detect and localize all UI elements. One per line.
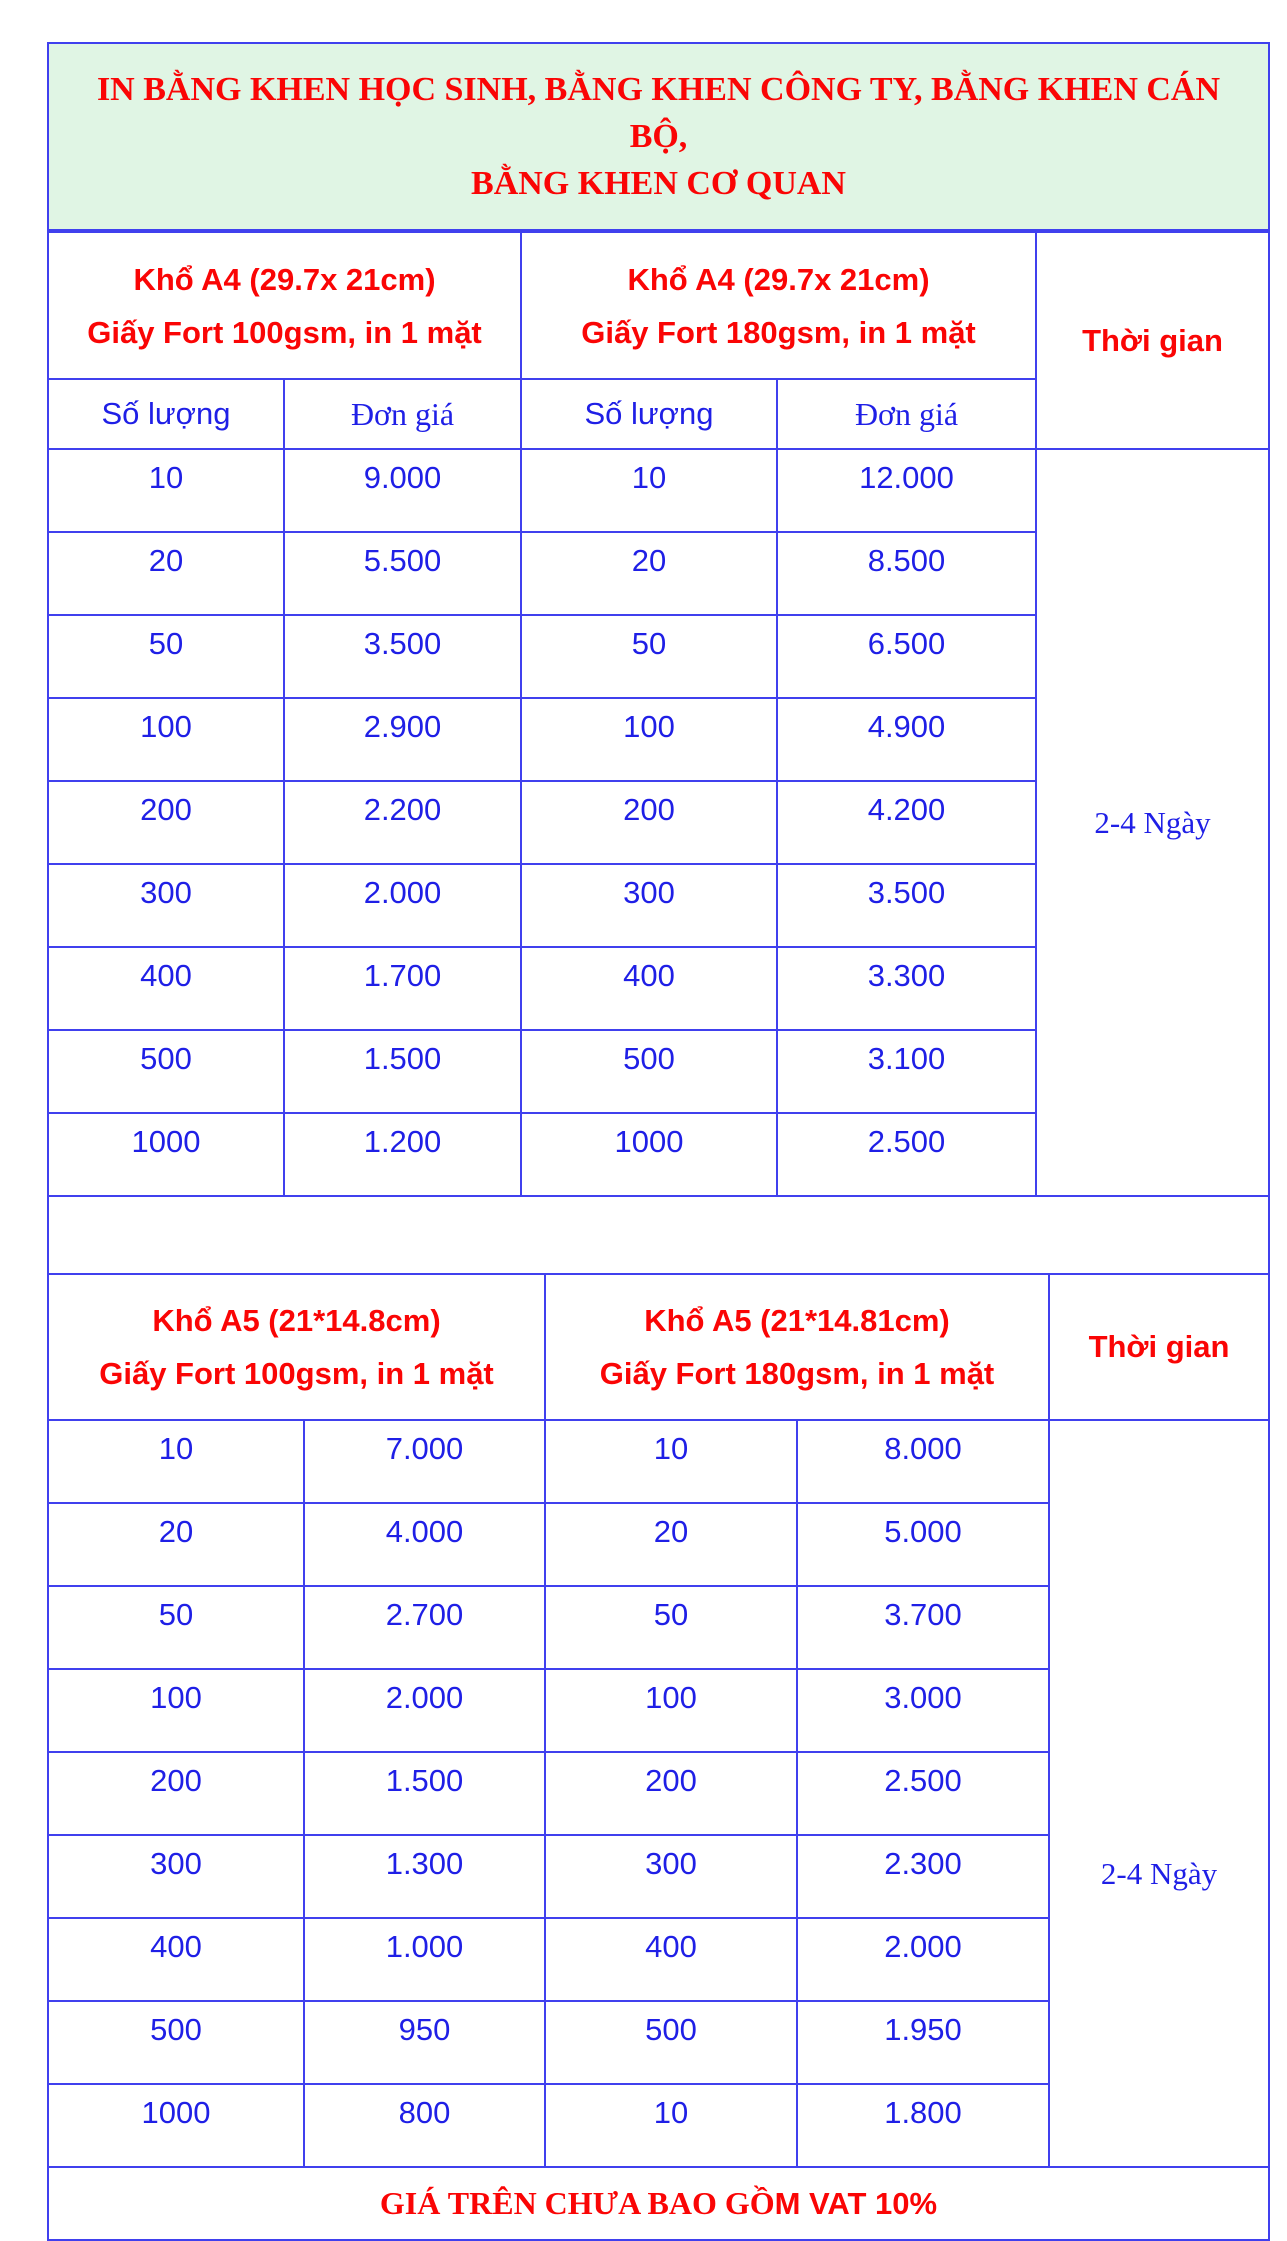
quantity-cell: 500 bbox=[48, 2001, 304, 2084]
table-row bbox=[48, 449, 1269, 532]
price-cell: 2.900 bbox=[284, 698, 521, 781]
a5-left-section-header bbox=[48, 1274, 545, 1420]
quantity-cell: 1000 bbox=[48, 2084, 304, 2167]
price-cell: 8.500 bbox=[777, 532, 1036, 615]
a5-time-column-header: Thời gian bbox=[1049, 1274, 1269, 1420]
quantity-cell: 10 bbox=[48, 1420, 304, 1503]
a5-time-value-cell bbox=[1049, 1420, 1269, 2167]
a4-header-row bbox=[48, 232, 1269, 379]
quantity-cell: 20 bbox=[545, 1503, 797, 1586]
price-cell: 6.500 bbox=[777, 615, 1036, 698]
a5-price-table bbox=[47, 1273, 1270, 2168]
a4-left-size-label: Khổ A4 (29.7x 21cm) bbox=[133, 261, 436, 297]
a4-right-paper-label: Giấy Fort 180gsm, in 1 mặt bbox=[581, 314, 976, 350]
page-title bbox=[47, 42, 1270, 231]
price-cell: 3.700 bbox=[797, 1586, 1049, 1669]
a4-price-header-1: Đơn giá bbox=[284, 379, 521, 449]
a5-right-paper-label: Giấy Fort 180gsm, in 1 mặt bbox=[599, 1356, 995, 1391]
price-cell: 4.200 bbox=[777, 781, 1036, 864]
a4-price-table bbox=[47, 231, 1270, 1197]
quantity-cell: 50 bbox=[545, 1586, 797, 1669]
a4-right-section-header bbox=[521, 232, 1036, 379]
quantity-cell: 50 bbox=[48, 1586, 304, 1669]
price-cell: 2.000 bbox=[797, 1918, 1049, 2001]
price-cell: 1.950 bbox=[797, 2001, 1049, 2084]
price-cell: 3.100 bbox=[777, 1030, 1036, 1113]
quantity-cell: 200 bbox=[48, 1752, 304, 1835]
quantity-cell: 100 bbox=[48, 1669, 304, 1752]
price-cell: 4.900 bbox=[777, 698, 1036, 781]
page-title-line-2: BỘ, bbox=[629, 118, 688, 155]
quantity-cell: 400 bbox=[48, 1918, 304, 2001]
a5-right-size-label: Khổ A5 (21*14.81cm) bbox=[644, 1303, 950, 1338]
quantity-cell: 100 bbox=[48, 698, 284, 781]
a5-left-size-label: Khổ A5 (21*14.8cm) bbox=[152, 1303, 441, 1338]
a4-price-header-2: Đơn giá bbox=[777, 379, 1036, 449]
price-cell: 1.300 bbox=[304, 1835, 545, 1918]
a4-time-column-header: Thời gian bbox=[1036, 232, 1269, 449]
quantity-cell: 100 bbox=[545, 1669, 797, 1752]
quantity-cell: 1000 bbox=[48, 1113, 284, 1196]
price-cell: 2.500 bbox=[777, 1113, 1036, 1196]
quantity-cell: 400 bbox=[521, 947, 777, 1030]
quantity-cell: 500 bbox=[521, 1030, 777, 1113]
a4-time-value-cell bbox=[1036, 449, 1269, 1196]
price-cell: 7.000 bbox=[304, 1420, 545, 1503]
a4-left-section-header bbox=[48, 232, 521, 379]
quantity-cell: 100 bbox=[521, 698, 777, 781]
price-cell: 4.000 bbox=[304, 1503, 545, 1586]
price-cell: 3.300 bbox=[777, 947, 1036, 1030]
quantity-cell: 300 bbox=[521, 864, 777, 947]
price-cell: 9.000 bbox=[284, 449, 521, 532]
quantity-cell: 10 bbox=[545, 2084, 797, 2167]
price-cell: 5.000 bbox=[797, 1503, 1049, 1586]
quantity-cell: 200 bbox=[521, 781, 777, 864]
price-cell: 1.000 bbox=[304, 1918, 545, 2001]
quantity-cell: 300 bbox=[545, 1835, 797, 1918]
quantity-cell: 500 bbox=[545, 2001, 797, 2084]
price-cell: 5.500 bbox=[284, 532, 521, 615]
quantity-cell: 20 bbox=[521, 532, 777, 615]
price-cell: 3.500 bbox=[777, 864, 1036, 947]
quantity-cell: 200 bbox=[545, 1752, 797, 1835]
price-cell: 2.200 bbox=[284, 781, 521, 864]
quantity-cell: 300 bbox=[48, 1835, 304, 1918]
price-cell: 2.000 bbox=[304, 1669, 545, 1752]
price-cell: 1.200 bbox=[284, 1113, 521, 1196]
price-cell: 3.000 bbox=[797, 1669, 1049, 1752]
quantity-cell: 500 bbox=[48, 1030, 284, 1113]
a4-qty-header-2: Số lượng bbox=[521, 379, 777, 449]
price-cell: 1.800 bbox=[797, 2084, 1049, 2167]
quantity-cell: 400 bbox=[48, 947, 284, 1030]
quantity-cell: 400 bbox=[545, 1918, 797, 2001]
price-cell: 2.500 bbox=[797, 1752, 1049, 1835]
a4-time-value: 2-4 Ngày bbox=[1094, 804, 1211, 840]
a5-header-row bbox=[48, 1274, 1269, 1420]
price-list-document bbox=[47, 42, 1270, 2241]
price-cell: 8.000 bbox=[797, 1420, 1049, 1503]
a5-left-paper-label: Giấy Fort 100gsm, in 1 mặt bbox=[99, 1356, 494, 1391]
price-cell: 950 bbox=[304, 2001, 545, 2084]
vat-note-text-suffix: M VAT 10% bbox=[774, 2185, 938, 2221]
quantity-cell: 10 bbox=[521, 449, 777, 532]
vat-note-row bbox=[47, 2168, 1270, 2241]
price-cell: 12.000 bbox=[777, 449, 1036, 532]
a4-left-paper-label: Giấy Fort 100gsm, in 1 mặt bbox=[87, 314, 482, 350]
price-cell: 1.500 bbox=[284, 1030, 521, 1113]
page-title-line-3: BẰNG KHEN CƠ QUAN bbox=[471, 165, 846, 202]
quantity-cell: 20 bbox=[48, 1503, 304, 1586]
page-title-line-1: IN BẰNG KHEN HỌC SINH, BẰNG KHEN CÔNG TY, BẰNG KHEN CÁN bbox=[96, 71, 1221, 108]
price-cell: 1.700 bbox=[284, 947, 521, 1030]
price-cell: 2.700 bbox=[304, 1586, 545, 1669]
price-cell: 1.500 bbox=[304, 1752, 545, 1835]
a4-qty-header-1: Số lượng bbox=[48, 379, 284, 449]
quantity-cell: 200 bbox=[48, 781, 284, 864]
price-cell: 3.500 bbox=[284, 615, 521, 698]
a5-time-value: 2-4 Ngày bbox=[1100, 1855, 1218, 1891]
table-row bbox=[48, 1420, 1269, 1503]
quantity-cell: 50 bbox=[521, 615, 777, 698]
quantity-cell: 20 bbox=[48, 532, 284, 615]
quantity-cell: 50 bbox=[48, 615, 284, 698]
quantity-cell: 10 bbox=[545, 1420, 797, 1503]
price-cell: 2.000 bbox=[284, 864, 521, 947]
vat-note-text: GIÁ TRÊN CHƯA BAO GỒ bbox=[379, 2185, 775, 2221]
quantity-cell: 1000 bbox=[521, 1113, 777, 1196]
a5-right-section-header bbox=[545, 1274, 1049, 1420]
quantity-cell: 10 bbox=[48, 449, 284, 532]
quantity-cell: 300 bbox=[48, 864, 284, 947]
price-cell: 800 bbox=[304, 2084, 545, 2167]
price-cell: 2.300 bbox=[797, 1835, 1049, 1918]
a4-right-size-label: Khổ A4 (29.7x 21cm) bbox=[627, 261, 930, 297]
table-gap-spacer bbox=[47, 1197, 1270, 1273]
